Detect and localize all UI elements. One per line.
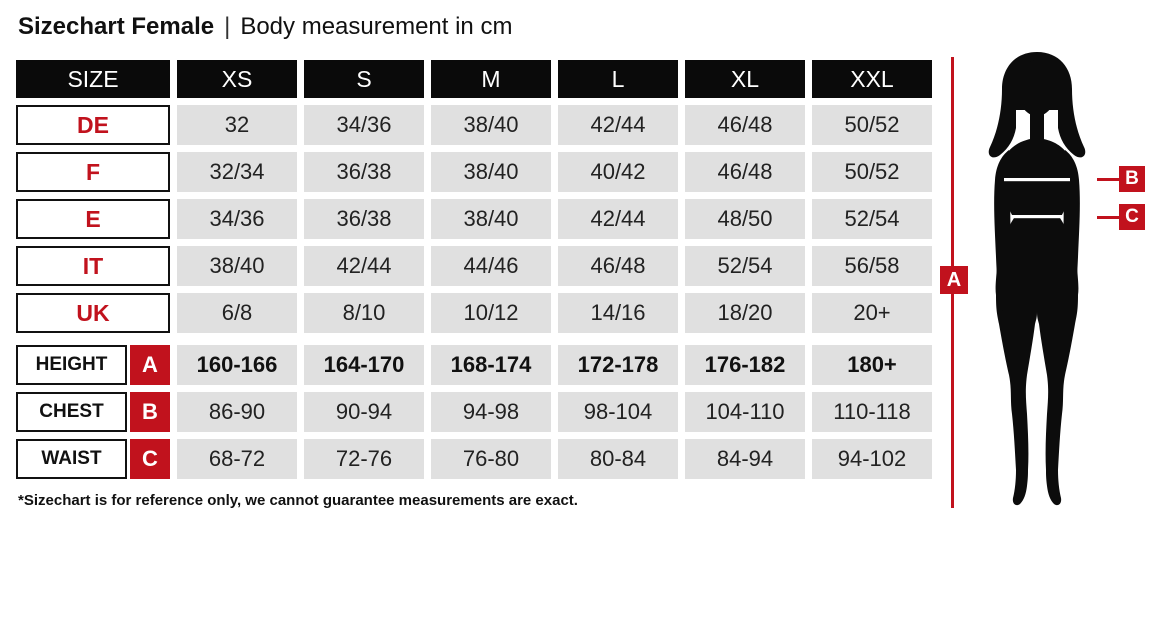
table-cell: 168-174 <box>431 345 551 385</box>
column-header-xxl: XXL <box>812 60 932 98</box>
marker-b: B <box>1119 166 1145 192</box>
chest-marker-b: B <box>130 392 170 432</box>
table-cell: 110-118 <box>812 392 932 432</box>
table-cell: 34/36 <box>304 105 424 145</box>
size-table <box>16 60 932 333</box>
column-header-s: S <box>304 60 424 98</box>
table-cell: 164-170 <box>304 345 424 385</box>
table-cell: 10/12 <box>431 293 551 333</box>
column-header-l: L <box>558 60 678 98</box>
row-label-e: E <box>16 199 170 239</box>
table-cell: 76-80 <box>431 439 551 479</box>
table-cell: 80-84 <box>558 439 678 479</box>
height-label: HEIGHT <box>16 345 127 385</box>
table-cell: 34/36 <box>177 199 297 239</box>
table-cell: 36/38 <box>304 199 424 239</box>
size-header: SIZE <box>16 60 170 98</box>
table-cell: 86-90 <box>177 392 297 432</box>
row-label-height <box>16 345 170 385</box>
table-cell: 36/38 <box>304 152 424 192</box>
column-header-m: M <box>431 60 551 98</box>
table-cell: 14/16 <box>558 293 678 333</box>
table-cell: 56/58 <box>812 246 932 286</box>
table-cell: 38/40 <box>431 152 551 192</box>
row-label-it: IT <box>16 246 170 286</box>
table-cell: 38/40 <box>431 105 551 145</box>
marker-a: A <box>940 266 968 294</box>
row-label-waist <box>16 439 170 479</box>
table-cell: 48/50 <box>685 199 805 239</box>
female-silhouette-image <box>952 52 1122 510</box>
waist-label: WAIST <box>16 439 127 479</box>
row-label-uk: UK <box>16 293 170 333</box>
table-cell: 94-102 <box>812 439 932 479</box>
waist-marker-c: C <box>130 439 170 479</box>
table-cell: 44/46 <box>431 246 551 286</box>
chest-pointer-line <box>1097 178 1120 181</box>
table-cell: 104-110 <box>685 392 805 432</box>
row-label-chest <box>16 392 170 432</box>
table-cell: 84-94 <box>685 439 805 479</box>
table-cell: 180+ <box>812 345 932 385</box>
row-label-f: F <box>16 152 170 192</box>
table-cell: 160-166 <box>177 345 297 385</box>
table-cell: 172-178 <box>558 345 678 385</box>
table-cell: 40/42 <box>558 152 678 192</box>
row-label-de: DE <box>16 105 170 145</box>
waist-measure-line <box>1012 215 1062 218</box>
waist-pointer-line <box>1097 216 1120 219</box>
table-cell: 8/10 <box>304 293 424 333</box>
table-cell: 32 <box>177 105 297 145</box>
height-marker-a: A <box>130 345 170 385</box>
table-cell: 98-104 <box>558 392 678 432</box>
table-cell: 42/44 <box>558 199 678 239</box>
table-cell: 46/48 <box>685 152 805 192</box>
table-cell: 42/44 <box>304 246 424 286</box>
table-cell: 6/8 <box>177 293 297 333</box>
table-cell: 68-72 <box>177 439 297 479</box>
table-cell: 52/54 <box>812 199 932 239</box>
table-cell: 50/52 <box>812 152 932 192</box>
disclaimer-text: *Sizechart is for reference only, we cannot guarantee measurements are exact. <box>18 492 578 509</box>
table-cell: 90-94 <box>304 392 424 432</box>
table-cell: 20+ <box>812 293 932 333</box>
table-cell: 32/34 <box>177 152 297 192</box>
table-cell: 50/52 <box>812 105 932 145</box>
title-main: Sizechart Female <box>18 13 215 40</box>
title-subtitle: Body measurement in cm <box>240 13 513 40</box>
table-cell: 52/54 <box>685 246 805 286</box>
table-cell: 176-182 <box>685 345 805 385</box>
table-cell: 38/40 <box>431 199 551 239</box>
table-cell: 42/44 <box>558 105 678 145</box>
table-cell: 46/48 <box>685 105 805 145</box>
chest-measure-line <box>1004 178 1070 181</box>
column-header-xs: XS <box>177 60 297 98</box>
table-cell: 72-76 <box>304 439 424 479</box>
page-title <box>18 13 512 41</box>
table-cell: 18/20 <box>685 293 805 333</box>
table-cell: 38/40 <box>177 246 297 286</box>
table-cell: 46/48 <box>558 246 678 286</box>
chest-label: CHEST <box>16 392 127 432</box>
column-header-xl: XL <box>685 60 805 98</box>
marker-c: C <box>1119 204 1145 230</box>
table-cell: 94-98 <box>431 392 551 432</box>
title-separator: | <box>224 13 231 40</box>
measurement-table <box>16 345 932 479</box>
